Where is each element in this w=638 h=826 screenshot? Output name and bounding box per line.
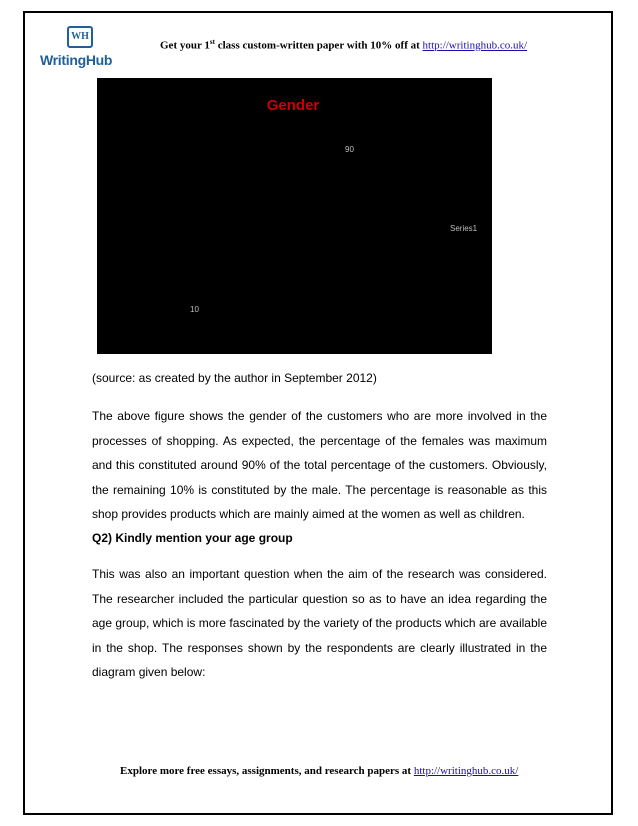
chart-data-label: 90 bbox=[345, 145, 354, 154]
logo-mark-icon: WH bbox=[67, 26, 93, 48]
footer-text: Explore more free essays, assignments, and research papers at bbox=[120, 765, 414, 777]
chart-bar bbox=[148, 318, 241, 338]
chart-background bbox=[97, 78, 492, 354]
writinghub-logo bbox=[40, 24, 126, 74]
footer-link[interactable]: http://writinghub.co.uk/ bbox=[413, 765, 519, 777]
promo-text-start: Get your 1 bbox=[160, 39, 210, 52]
figure-caption: (source: as created by the author in September 2012) bbox=[92, 371, 377, 385]
legend-series-label: Series1 bbox=[450, 224, 478, 233]
footer bbox=[120, 765, 518, 777]
gender-chart bbox=[97, 78, 492, 354]
chart-title: Gender bbox=[266, 97, 320, 114]
chart-bar bbox=[303, 158, 396, 338]
paragraph-2: This was also an important question when the aim of the research was considered. The researcher included the particular question so as to have an idea regarding the age group, which is more fascinated by the variety of the products which are available in the shop. The responses shown by the respondents are clearly illustrated in the diagram given below: bbox=[92, 567, 547, 679]
promo-text-end: class custom-written paper with 10% off at bbox=[214, 39, 423, 52]
chart-data-label: 10 bbox=[190, 305, 199, 314]
logo-text: WritingHub bbox=[40, 52, 113, 68]
promo-superscript: st bbox=[209, 38, 215, 46]
header-promo bbox=[160, 38, 527, 52]
header-link[interactable]: http://writinghub.co.uk/ bbox=[422, 39, 528, 52]
paragraph-1: The above figure shows the gender of the customers who are more involved in the processes of shopping. As expected, the percentage of the females was maximum and this constituted around 90% of the total percentage of the customers. Obviously, the remaining 10% is constituted by the male. The percentage is reasonable as this shop provides products which are mainly aimed at the women as well as children. bbox=[92, 409, 547, 521]
question-heading: Q2) Kindly mention your age group bbox=[92, 531, 293, 545]
